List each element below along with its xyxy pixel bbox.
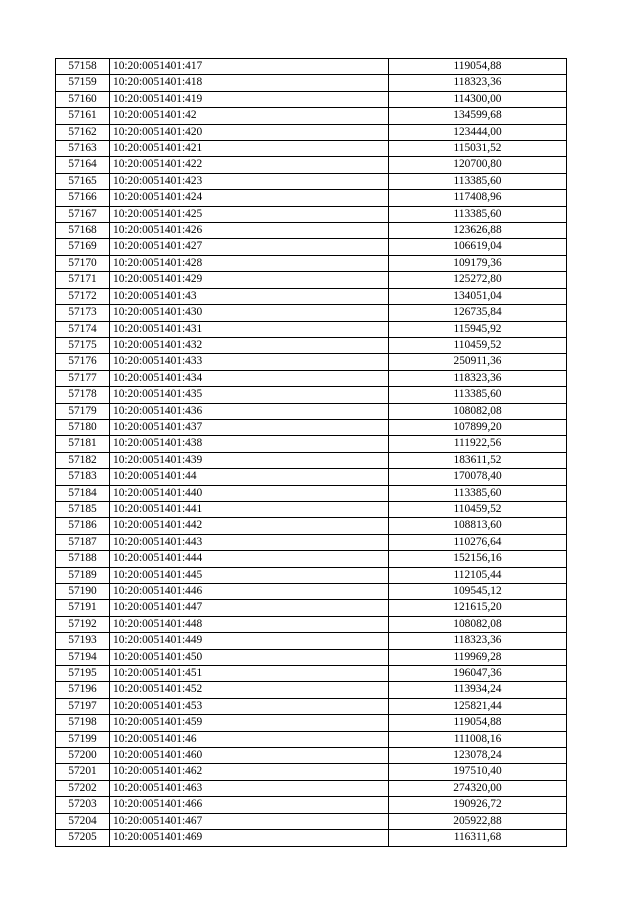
cadastral-number-cell: 10:20:0051401:451 xyxy=(110,666,389,682)
row-number-cell: 57183 xyxy=(56,469,110,485)
value-cell: 115945,92 xyxy=(389,321,567,337)
value-cell: 107899,20 xyxy=(389,419,567,435)
row-number-cell: 57165 xyxy=(56,173,110,189)
row-number-cell: 57175 xyxy=(56,337,110,353)
cadastral-number-cell: 10:20:0051401:423 xyxy=(110,173,389,189)
value-cell: 113385,60 xyxy=(389,173,567,189)
row-number-cell: 57189 xyxy=(56,567,110,583)
row-number-cell: 57164 xyxy=(56,157,110,173)
cadastral-number-cell: 10:20:0051401:42 xyxy=(110,108,389,124)
value-cell: 110459,52 xyxy=(389,337,567,353)
cadastral-number-cell: 10:20:0051401:426 xyxy=(110,223,389,239)
table-row xyxy=(56,764,567,780)
cadastral-number-cell: 10:20:0051401:431 xyxy=(110,321,389,337)
row-number-cell: 57190 xyxy=(56,584,110,600)
value-cell: 113385,60 xyxy=(389,485,567,501)
value-cell: 126735,84 xyxy=(389,305,567,321)
value-cell: 118323,36 xyxy=(389,633,567,649)
table-row xyxy=(56,337,567,353)
row-number-cell: 57204 xyxy=(56,813,110,829)
table-row xyxy=(56,419,567,435)
row-number-cell: 57196 xyxy=(56,682,110,698)
row-number-cell: 57160 xyxy=(56,91,110,107)
value-cell: 113385,60 xyxy=(389,387,567,403)
value-cell: 116311,68 xyxy=(389,830,567,846)
value-cell: 110459,52 xyxy=(389,501,567,517)
cadastral-number-cell: 10:20:0051401:421 xyxy=(110,141,389,157)
row-number-cell: 57191 xyxy=(56,600,110,616)
cadastral-number-cell: 10:20:0051401:420 xyxy=(110,124,389,140)
value-cell: 196047,36 xyxy=(389,666,567,682)
table-row xyxy=(56,501,567,517)
row-number-cell: 57187 xyxy=(56,534,110,550)
value-cell: 183611,52 xyxy=(389,452,567,468)
value-cell: 112105,44 xyxy=(389,567,567,583)
value-cell: 109179,36 xyxy=(389,255,567,271)
table-body xyxy=(56,59,567,847)
cadastral-number-cell: 10:20:0051401:460 xyxy=(110,748,389,764)
cadastral-number-cell: 10:20:0051401:422 xyxy=(110,157,389,173)
cadastral-number-cell: 10:20:0051401:429 xyxy=(110,272,389,288)
value-cell: 119054,88 xyxy=(389,59,567,75)
cadastral-number-cell: 10:20:0051401:46 xyxy=(110,731,389,747)
row-number-cell: 57161 xyxy=(56,108,110,124)
value-cell: 117408,96 xyxy=(389,190,567,206)
row-number-cell: 57167 xyxy=(56,206,110,222)
table-row xyxy=(56,780,567,796)
cadastral-number-cell: 10:20:0051401:428 xyxy=(110,255,389,271)
table-row xyxy=(56,141,567,157)
cadastral-number-cell: 10:20:0051401:438 xyxy=(110,436,389,452)
cadastral-number-cell: 10:20:0051401:462 xyxy=(110,764,389,780)
row-number-cell: 57159 xyxy=(56,75,110,91)
row-number-cell: 57192 xyxy=(56,616,110,632)
value-cell: 152156,16 xyxy=(389,551,567,567)
table-row xyxy=(56,452,567,468)
cadastral-number-cell: 10:20:0051401:459 xyxy=(110,715,389,731)
table-row xyxy=(56,551,567,567)
cadastral-number-cell: 10:20:0051401:44 xyxy=(110,469,389,485)
value-cell: 123078,24 xyxy=(389,748,567,764)
table-row xyxy=(56,91,567,107)
table-row xyxy=(56,584,567,600)
cadastral-number-cell: 10:20:0051401:417 xyxy=(110,59,389,75)
cadastral-number-cell: 10:20:0051401:444 xyxy=(110,551,389,567)
cadastral-number-cell: 10:20:0051401:425 xyxy=(110,206,389,222)
row-number-cell: 57180 xyxy=(56,419,110,435)
table-row xyxy=(56,666,567,682)
table-row xyxy=(56,731,567,747)
value-cell: 108813,60 xyxy=(389,518,567,534)
cadastral-number-cell: 10:20:0051401:466 xyxy=(110,797,389,813)
value-cell: 250911,36 xyxy=(389,354,567,370)
row-number-cell: 57197 xyxy=(56,698,110,714)
cadastral-number-cell: 10:20:0051401:447 xyxy=(110,600,389,616)
table-row xyxy=(56,108,567,124)
row-number-cell: 57177 xyxy=(56,370,110,386)
cadastre-value-table xyxy=(55,58,567,847)
row-number-cell: 57205 xyxy=(56,830,110,846)
value-cell: 111922,56 xyxy=(389,436,567,452)
cadastral-number-cell: 10:20:0051401:450 xyxy=(110,649,389,665)
row-number-cell: 57173 xyxy=(56,305,110,321)
cadastral-number-cell: 10:20:0051401:424 xyxy=(110,190,389,206)
cadastral-number-cell: 10:20:0051401:442 xyxy=(110,518,389,534)
value-cell: 125272,80 xyxy=(389,272,567,288)
cadastral-number-cell: 10:20:0051401:419 xyxy=(110,91,389,107)
cadastral-number-cell: 10:20:0051401:440 xyxy=(110,485,389,501)
row-number-cell: 57198 xyxy=(56,715,110,731)
value-cell: 134051,04 xyxy=(389,288,567,304)
table-row xyxy=(56,698,567,714)
value-cell: 123626,88 xyxy=(389,223,567,239)
cadastral-number-cell: 10:20:0051401:437 xyxy=(110,419,389,435)
value-cell: 121615,20 xyxy=(389,600,567,616)
table-row xyxy=(56,715,567,731)
cadastral-number-cell: 10:20:0051401:452 xyxy=(110,682,389,698)
table-row xyxy=(56,288,567,304)
cadastral-number-cell: 10:20:0051401:439 xyxy=(110,452,389,468)
cadastral-number-cell: 10:20:0051401:434 xyxy=(110,370,389,386)
table-row xyxy=(56,567,567,583)
row-number-cell: 57163 xyxy=(56,141,110,157)
row-number-cell: 57166 xyxy=(56,190,110,206)
row-number-cell: 57202 xyxy=(56,780,110,796)
row-number-cell: 57179 xyxy=(56,403,110,419)
value-cell: 108082,08 xyxy=(389,616,567,632)
row-number-cell: 57194 xyxy=(56,649,110,665)
cadastral-number-cell: 10:20:0051401:463 xyxy=(110,780,389,796)
table-row xyxy=(56,830,567,846)
table-row xyxy=(56,534,567,550)
row-number-cell: 57178 xyxy=(56,387,110,403)
row-number-cell: 57199 xyxy=(56,731,110,747)
row-number-cell: 57170 xyxy=(56,255,110,271)
value-cell: 113385,60 xyxy=(389,206,567,222)
table-row xyxy=(56,272,567,288)
row-number-cell: 57203 xyxy=(56,797,110,813)
table-row xyxy=(56,748,567,764)
table-row xyxy=(56,75,567,91)
row-number-cell: 57193 xyxy=(56,633,110,649)
value-cell: 120700,80 xyxy=(389,157,567,173)
cadastral-number-cell: 10:20:0051401:443 xyxy=(110,534,389,550)
value-cell: 108082,08 xyxy=(389,403,567,419)
value-cell: 111008,16 xyxy=(389,731,567,747)
value-cell: 114300,00 xyxy=(389,91,567,107)
cadastral-number-cell: 10:20:0051401:469 xyxy=(110,830,389,846)
row-number-cell: 57176 xyxy=(56,354,110,370)
table-row xyxy=(56,600,567,616)
row-number-cell: 57184 xyxy=(56,485,110,501)
table-row xyxy=(56,354,567,370)
value-cell: 274320,00 xyxy=(389,780,567,796)
row-number-cell: 57174 xyxy=(56,321,110,337)
value-cell: 125821,44 xyxy=(389,698,567,714)
value-cell: 118323,36 xyxy=(389,370,567,386)
table-row xyxy=(56,321,567,337)
row-number-cell: 57201 xyxy=(56,764,110,780)
table-row xyxy=(56,436,567,452)
value-cell: 115031,52 xyxy=(389,141,567,157)
cadastral-number-cell: 10:20:0051401:433 xyxy=(110,354,389,370)
cadastral-number-cell: 10:20:0051401:453 xyxy=(110,698,389,714)
value-cell: 205922,88 xyxy=(389,813,567,829)
cadastral-number-cell: 10:20:0051401:441 xyxy=(110,501,389,517)
table-row xyxy=(56,387,567,403)
table-row xyxy=(56,370,567,386)
table-row xyxy=(56,190,567,206)
row-number-cell: 57185 xyxy=(56,501,110,517)
table-row xyxy=(56,616,567,632)
table-row xyxy=(56,173,567,189)
value-cell: 170078,40 xyxy=(389,469,567,485)
row-number-cell: 57168 xyxy=(56,223,110,239)
cadastral-number-cell: 10:20:0051401:432 xyxy=(110,337,389,353)
table-row xyxy=(56,157,567,173)
row-number-cell: 57181 xyxy=(56,436,110,452)
table-row xyxy=(56,206,567,222)
table-row xyxy=(56,403,567,419)
value-cell: 123444,00 xyxy=(389,124,567,140)
cadastral-number-cell: 10:20:0051401:427 xyxy=(110,239,389,255)
row-number-cell: 57172 xyxy=(56,288,110,304)
value-cell: 109545,12 xyxy=(389,584,567,600)
row-number-cell: 57169 xyxy=(56,239,110,255)
value-cell: 134599,68 xyxy=(389,108,567,124)
table-row xyxy=(56,797,567,813)
cadastral-number-cell: 10:20:0051401:446 xyxy=(110,584,389,600)
table-row xyxy=(56,518,567,534)
value-cell: 118323,36 xyxy=(389,75,567,91)
table-row xyxy=(56,485,567,501)
table-row xyxy=(56,682,567,698)
cadastral-number-cell: 10:20:0051401:418 xyxy=(110,75,389,91)
value-cell: 197510,40 xyxy=(389,764,567,780)
cadastral-number-cell: 10:20:0051401:449 xyxy=(110,633,389,649)
value-cell: 119054,88 xyxy=(389,715,567,731)
cadastral-number-cell: 10:20:0051401:436 xyxy=(110,403,389,419)
table-row xyxy=(56,124,567,140)
cadastral-number-cell: 10:20:0051401:435 xyxy=(110,387,389,403)
cadastral-number-cell: 10:20:0051401:448 xyxy=(110,616,389,632)
table-row xyxy=(56,813,567,829)
row-number-cell: 57182 xyxy=(56,452,110,468)
table-row xyxy=(56,59,567,75)
value-cell: 119969,28 xyxy=(389,649,567,665)
table-row xyxy=(56,305,567,321)
row-number-cell: 57158 xyxy=(56,59,110,75)
table-row xyxy=(56,649,567,665)
cadastral-number-cell: 10:20:0051401:430 xyxy=(110,305,389,321)
row-number-cell: 57186 xyxy=(56,518,110,534)
row-number-cell: 57195 xyxy=(56,666,110,682)
table-row xyxy=(56,469,567,485)
row-number-cell: 57188 xyxy=(56,551,110,567)
value-cell: 190926,72 xyxy=(389,797,567,813)
table-row xyxy=(56,223,567,239)
row-number-cell: 57171 xyxy=(56,272,110,288)
value-cell: 106619,04 xyxy=(389,239,567,255)
value-cell: 113934,24 xyxy=(389,682,567,698)
row-number-cell: 57200 xyxy=(56,748,110,764)
table-row xyxy=(56,633,567,649)
table-row xyxy=(56,239,567,255)
cadastral-number-cell: 10:20:0051401:43 xyxy=(110,288,389,304)
table-row xyxy=(56,255,567,271)
value-cell: 110276,64 xyxy=(389,534,567,550)
cadastral-number-cell: 10:20:0051401:445 xyxy=(110,567,389,583)
row-number-cell: 57162 xyxy=(56,124,110,140)
cadastral-number-cell: 10:20:0051401:467 xyxy=(110,813,389,829)
